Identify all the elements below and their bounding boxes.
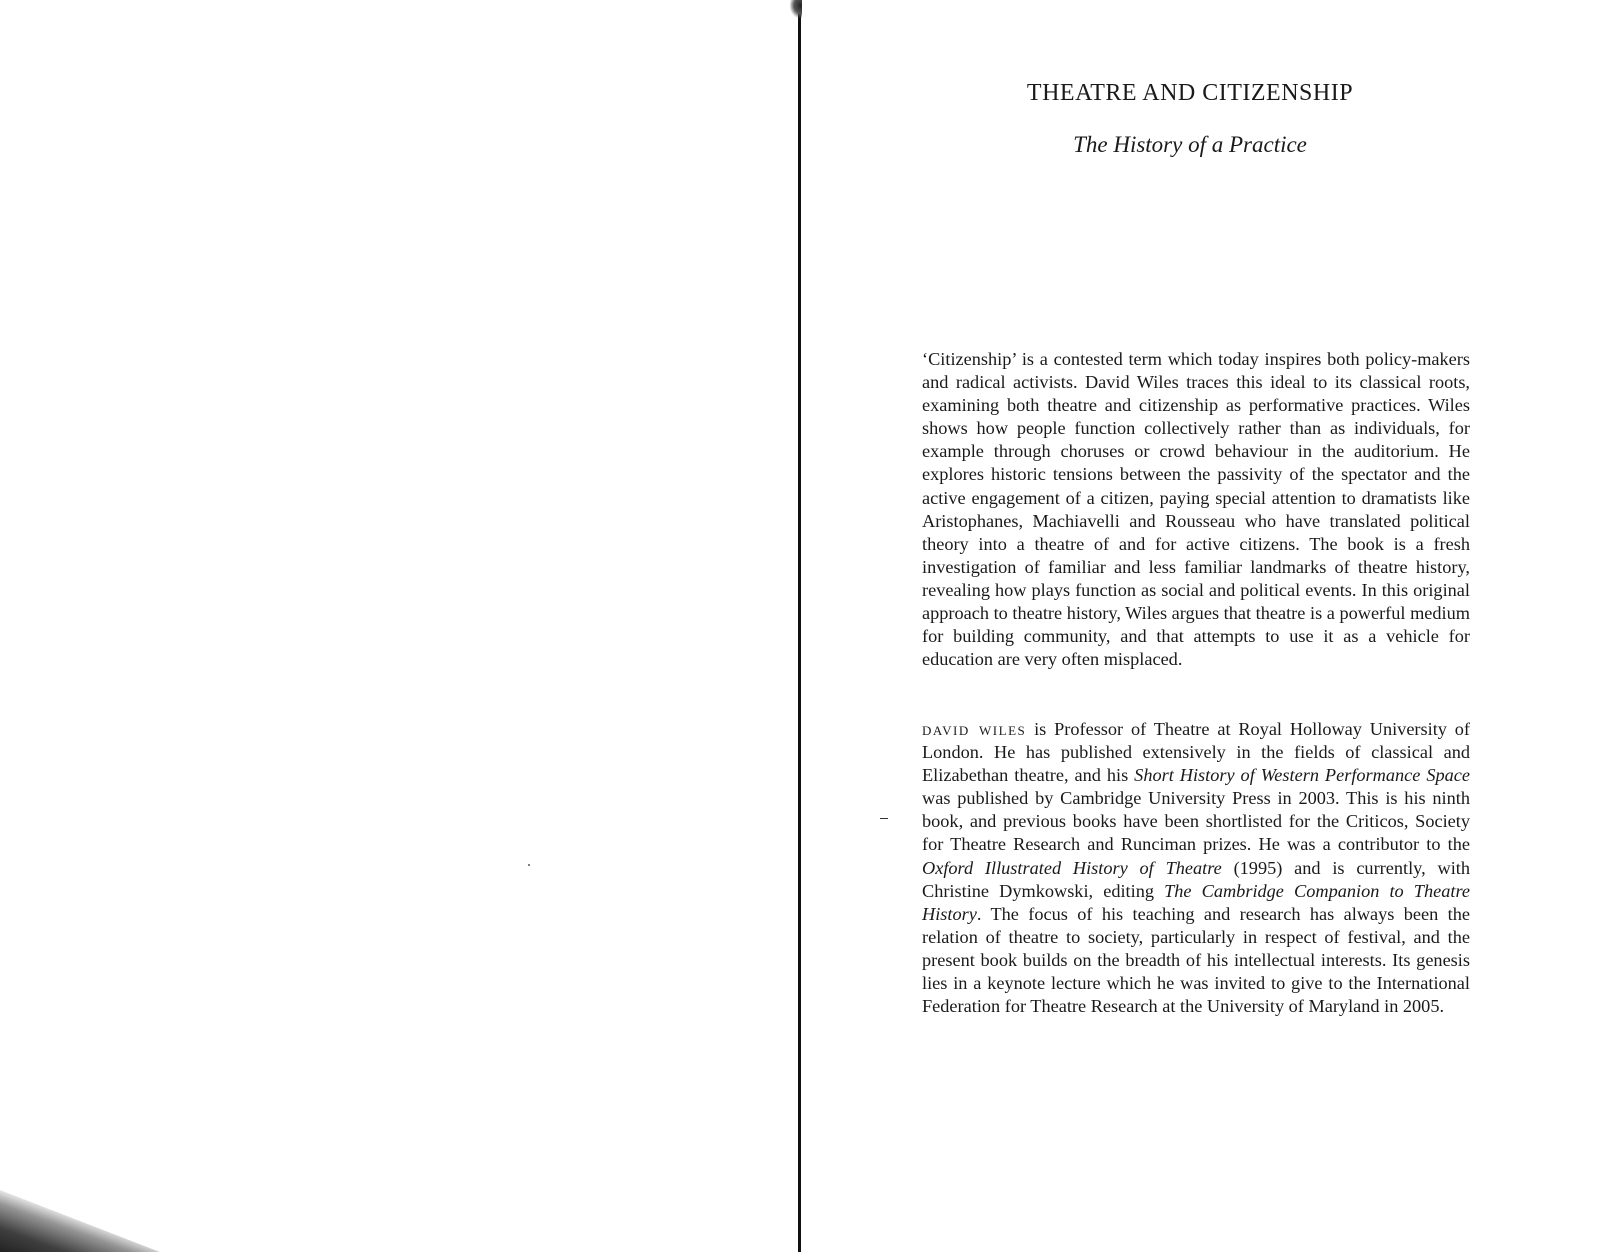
book-subtitle: The History of a Practice bbox=[1073, 132, 1307, 157]
book-description: ‘Citizenship’ is a contested term which today inspires both policy-makers and radical activists. David Wiles traces this ideal to its classical roots, examining both theatre and citizenship as performative practices. Wiles shows how people function collectively rather than as individuals, for example through choruses or crowd behaviour in the auditorium. He explores historic tensions between the passivity of the spectator and the active engagement of a citizen, paying special attention to dramatists like Aristophanes, Machiavelli and Rousseau who have translated political theory into a theatre of and for active citizens. The book is a fresh investigation of familiar and less familiar landmarks of theatre history, revealing how plays function as social and political events. In this original approach to theatre history, Wiles argues that theatre is a powerful medium for building community, and that attempts to use it as a vehicle for education are very often misplaced. bbox=[922, 349, 1470, 670]
book-title: THEATRE AND CITIZENSHIP bbox=[1026, 80, 1354, 106]
margin-dash-mark bbox=[880, 818, 888, 819]
author-bio bbox=[922, 718, 1470, 1018]
left-page-blank bbox=[0, 0, 800, 1252]
book-spine-gutter bbox=[798, 0, 801, 1252]
bio-text-3: (1995) and is currently, with Christine Dymkowski, editing bbox=[922, 857, 1470, 901]
author-name: david wiles bbox=[922, 719, 1027, 739]
bio-text-4: . The focus of his teaching and research has always been the relation of theatre to society, particularly in respect of festival, and the present book builds on the breadth of his intellectual interests. Its genesis lies in a keynote lecture which he was invited to give to the International Federation for Theatre Research at the University of Maryland in 2005. bbox=[922, 903, 1470, 1017]
bio-text-2: was published by Cambridge University Press in 2003. This is his ninth book, and previous books have been shortlisted for the Criticos, Society for Theatre Research and Runciman prizes. He was a contributor to the bbox=[922, 788, 1470, 855]
book-title-short-history: Short History of Western Performance Space bbox=[1134, 765, 1470, 786]
book-title-oxford-history: Oxford Illustrated History of Theatre bbox=[922, 857, 1222, 878]
scan-speck bbox=[528, 864, 530, 866]
bio-text-1: is Professor of Theatre at Royal Holloway University of London. He has published extensively in the fields of classical and Elizabethan theatre, and his bbox=[922, 719, 1470, 786]
book-title-cambridge-companion: The Cambridge Companion to Theatre History bbox=[922, 880, 1470, 924]
